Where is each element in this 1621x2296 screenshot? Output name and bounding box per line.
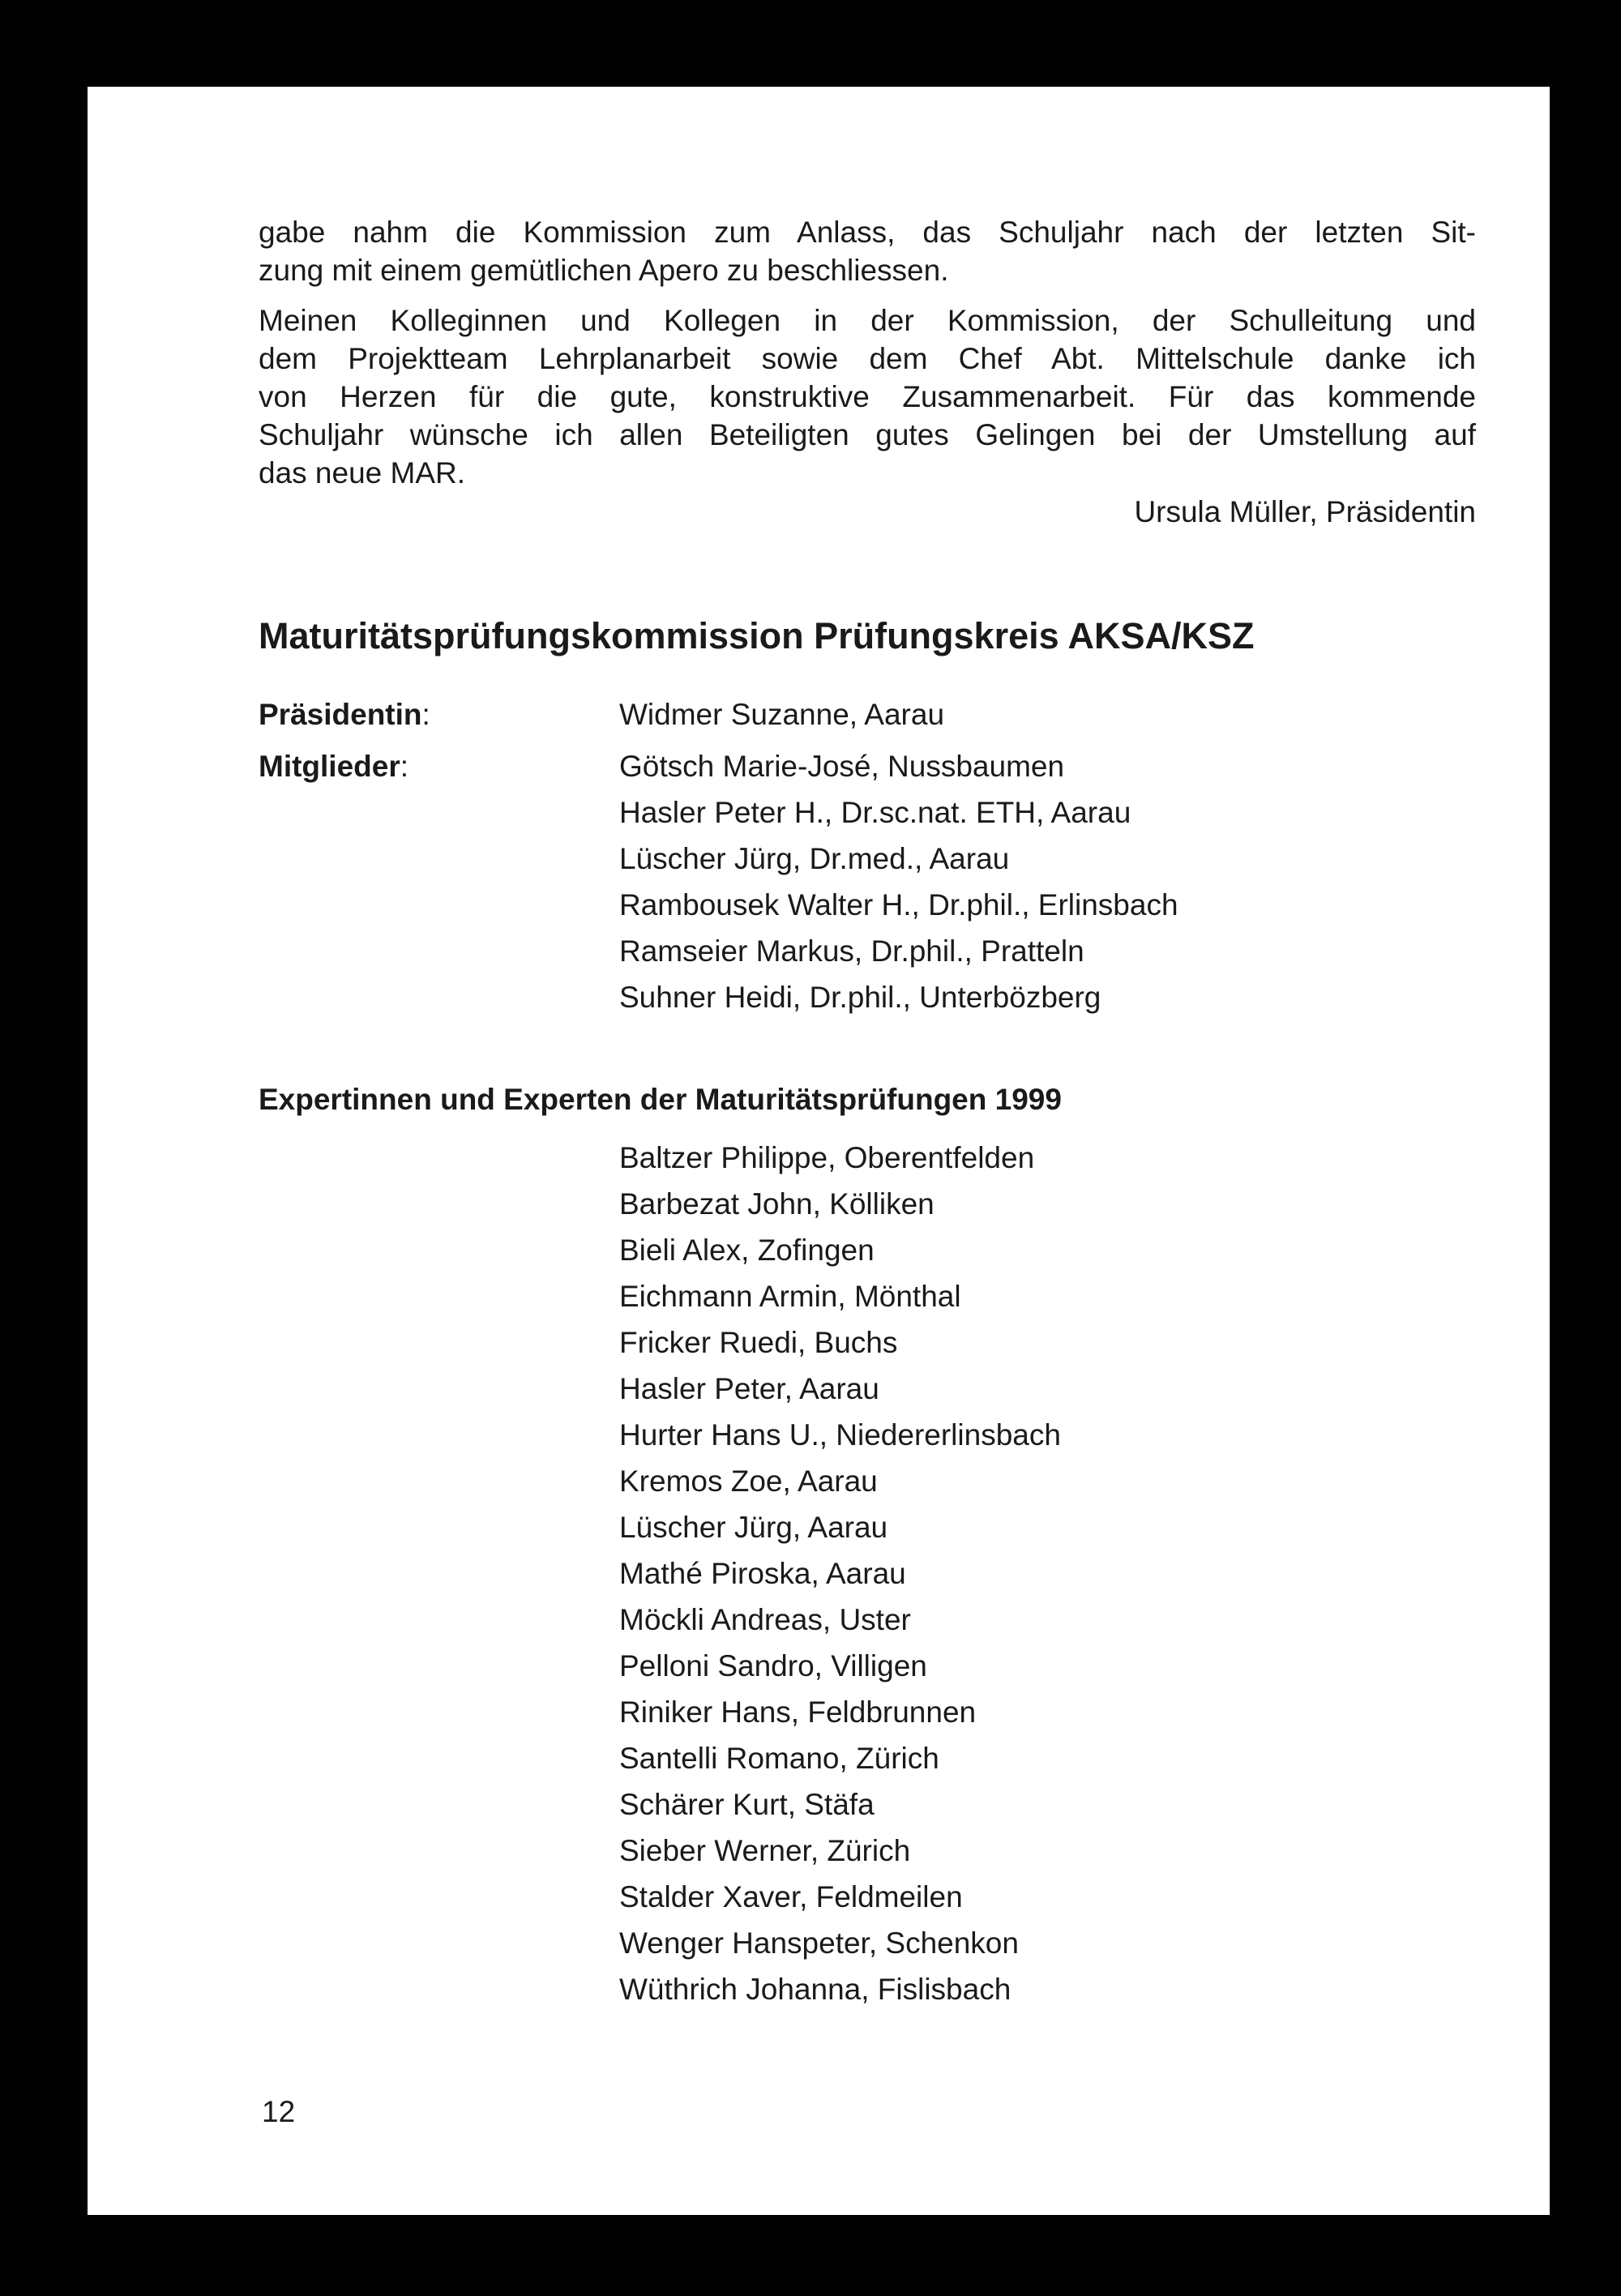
expert-name: Riniker Hans, Feldbrunnen [619, 1695, 977, 1729]
paragraph-line: von Herzen für die gute, konstruktive Zusammenarbeit. Für das kommende [259, 380, 1476, 413]
intro-paragraph-2 [259, 301, 1476, 492]
members-label-text: Mitglieder [259, 750, 400, 783]
president-name: Widmer Suzanne, Aarau [619, 698, 945, 731]
paragraph-line: Meinen Kolleginnen und Kollegen in der Kommission, der Schulleitung und [259, 304, 1476, 337]
expert-name: Baltzer Philippe, Oberentfelden [619, 1141, 1035, 1174]
member-name: Suhner Heidi, Dr.phil., Unterbözberg [619, 981, 1101, 1014]
experts-list [619, 1135, 1476, 2012]
expert-name: Fricker Ruedi, Buchs [619, 1326, 898, 1359]
paragraph-line: das neue MAR. [259, 456, 466, 490]
expert-name: Mathé Piroska, Aarau [619, 1557, 906, 1590]
paragraph-line: gabe nahm die Kommission zum Anlass, das Schuljahr nach der letzten Sit- [259, 216, 1476, 249]
intro-paragraph-1 [259, 213, 1476, 289]
expert-name: Eichmann Armin, Mönthal [619, 1280, 961, 1313]
expert-name: Kremos Zoe, Aarau [619, 1464, 878, 1498]
expert-name: Santelli Romano, Zürich [619, 1742, 939, 1775]
expert-name: Wenger Hanspeter, Schenkon [619, 1926, 1019, 1960]
experts-heading: Expertinnen und Experten der Maturitätsprüfungen 1999 [259, 1083, 1062, 1116]
members-label [259, 743, 619, 789]
expert-name: Barbezat John, Kölliken [619, 1187, 935, 1221]
expert-name: Möckli Andreas, Uster [619, 1603, 911, 1636]
expert-name: Hurter Hans U., Niedererlinsbach [619, 1418, 1061, 1452]
expert-name: Wüthrich Johanna, Fislisbach [619, 1973, 1012, 2006]
member-name: Götsch Marie-José, Nussbaumen [619, 750, 1065, 783]
members-names [619, 743, 1476, 1020]
president-label [259, 691, 619, 738]
paragraph-line: Schuljahr wünsche ich allen Beteiligten gutes Gelingen bei der Umstellung auf [259, 418, 1476, 451]
member-name: Lüscher Jürg, Dr.med., Aarau [619, 842, 1010, 875]
president-label-colon: : [421, 698, 430, 731]
page-number: 12 [262, 2095, 296, 2128]
expert-name: Hasler Peter, Aarau [619, 1372, 879, 1405]
document-page [88, 87, 1550, 2215]
president-names [619, 691, 1476, 738]
commission-roles [259, 691, 1476, 1020]
expert-name: Lüscher Jürg, Aarau [619, 1511, 888, 1544]
members-label-colon: : [400, 750, 409, 783]
expert-name: Pelloni Sandro, Villigen [619, 1649, 927, 1682]
expert-name: Bieli Alex, Zofingen [619, 1234, 875, 1267]
members-row [259, 743, 1476, 1020]
president-label-text: Präsidentin [259, 698, 422, 731]
page-content [259, 213, 1476, 2012]
expert-name: Sieber Werner, Zürich [619, 1834, 911, 1867]
signature: Ursula Müller, Präsidentin [1134, 495, 1476, 528]
member-name: Hasler Peter H., Dr.sc.nat. ETH, Aarau [619, 796, 1131, 829]
member-name: Rambousek Walter H., Dr.phil., Erlinsbach [619, 888, 1178, 921]
expert-name: Stalder Xaver, Feldmeilen [619, 1880, 963, 1913]
section-heading: Maturitätsprüfungskommission Prüfungskreis AKSA/KSZ [259, 615, 1255, 656]
member-name: Ramseier Markus, Dr.phil., Pratteln [619, 934, 1084, 968]
president-row [259, 691, 1476, 738]
paragraph-line: dem Projektteam Lehrplanarbeit sowie dem Chef Abt. Mittelschule danke ich [259, 342, 1476, 375]
paragraph-line: zung mit einem gemütlichen Apero zu beschliessen. [259, 254, 949, 287]
expert-name: Schärer Kurt, Stäfa [619, 1788, 875, 1821]
